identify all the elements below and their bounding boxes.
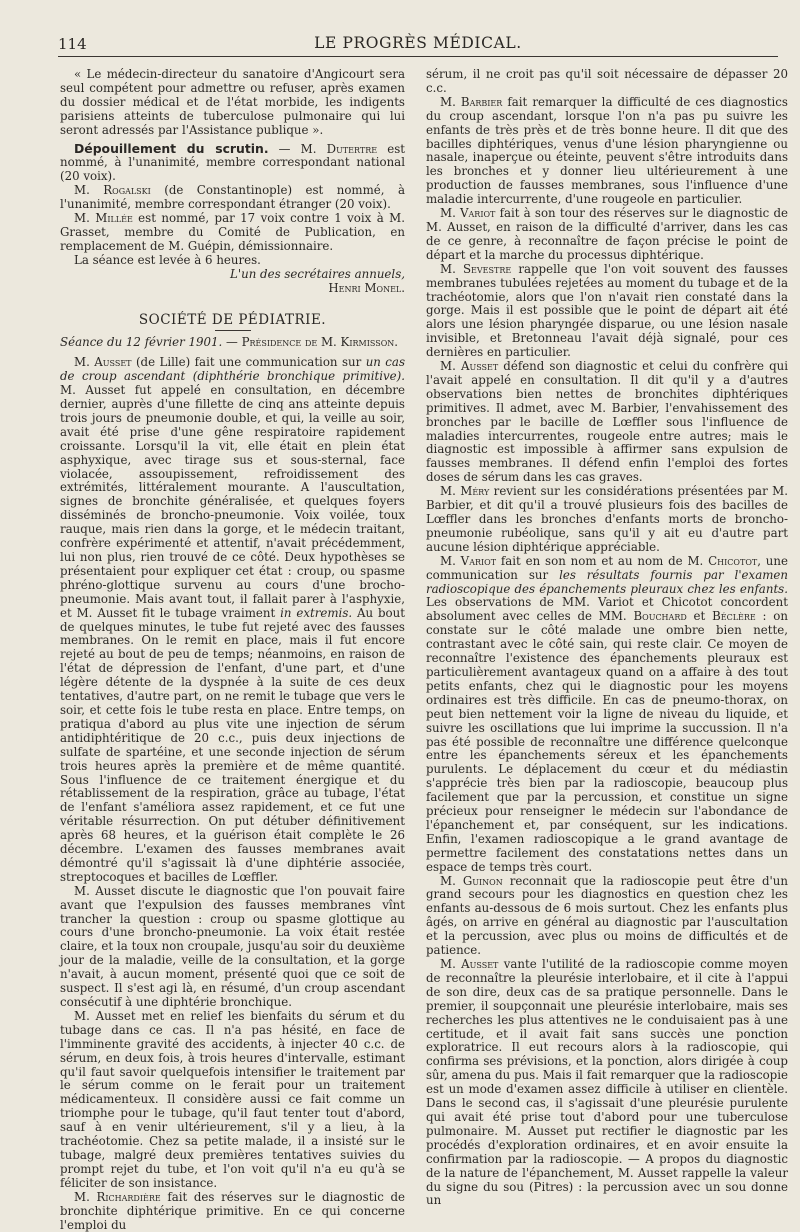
- person-dutertre: Dutertre: [326, 141, 378, 156]
- person-mery: Méry: [460, 484, 490, 499]
- ausset-reply-paragraph: M. Ausset défend son diagnostic et celui du confrère qui l'avait appelé en consultation. Il dit qu'il y a d'autres observations bien nettes de bronchites diphtériques primitives. Il admet, avec M. Barbier, l'envahissement des bronches par le bacille de Lœffler sous l'influence de maladies intercurrentes, rougeole entre autres; mais le diagnostic est impossible à affirmer sans expulsion de fausses membranes. Il défend enfin l'emploi des fortes doses de sérum dans les cas graves.: [426, 359, 788, 485]
- person-ausset: Ausset: [461, 957, 499, 971]
- ausset-serum-paragraph: M. Ausset met en relief les bienfaits du sérum et du tubage dans ce cas. Il n'a pas hésité, en face de l'imminente gravité des accidents, à injecter 40 c.c. de sérum, en deux fois, à trois heures d'intervalle, estimant qu'il faut savoir quelquefois intensifier le traitement par le sérum comme on le ferait pour un traitement médicamenteux. Il considère aussi ce fait comme un triomphe pour le tubage, qu'il faut tenter tout d'abord, sauf à en venir ultérieurement, s'il y a lieu, à la trachéotomie. Chez sa petite malade, il a insisté sur le tubage, malgré deux premières tentatives suivies du prompt rejet du tube, et l'on voit qu'il n'a eu qu'à se féliciter de son insistance.: [60, 1008, 405, 1190]
- section-title: SOCIÉTÉ DE PÉDIATRIE.: [138, 311, 327, 328]
- person-variot: Variot: [460, 206, 496, 221]
- barbier-paragraph: M. Barbier fait remarquer la difficulté de ces diagnostics du croup ascendant, lorsque l'on n'a pas pu suivre les enfants de très près et de très bonne heure. Il dit que des bacilles diphtériques, venus d'une lésion pharyngienne ou nasale, inaperçue ou éteinte, peuvent s'être introduits dans les bronches et y donner lieu ultérieurement à une production de fausses membranes, sous l'influence d'une maladie intercurrente, d'une rougeole en particulier.: [426, 94, 788, 207]
- ausset-communication: M. Ausset (de Lille) fait une communication sur un cas de croup ascendant (diphthérie bronchique primitive). M. Ausset fut appelé en consultation, en décembre dernier, auprès d'une fillette de cinq ans atteinte depuis trois jours de pneumonie double, et qui, la veille au soir, avait été prise d'une gêne respiratoire rapidement croissante. Lorsqu'il la vit, elle était en plein état asphyxique, avec tirage sus et sous-sternal, face violacée, assoupissement, refroidissement des extrémités, littéralement mourante. A l'auscultation, signes de bronchite généralisée, et quelques foyers disséminés de broncho-pneumonie. Voix voilée, toux rauque, mais rien dans la gorge, et le médecin traitant, confrère expérimenté et attentif, n'avait précédemment, lui non plus, rien trouvé de ce côté. Deux hypothèses se présentaient pour expliquer cet état : croup, ou spasme phréno-glottique survenu au cours d'une brocho-pneumonie. Mais avant tout, il fallait parer à l'asphyxie, et M. Ausset fit le tubage vraiment in extremis. Au bout de quelques minutes, le tube fut rejeté avec des fausses membranes. On le remit en place, mais il fut encore rejeté au bout de peu de temps; néanmoins, en raison de l'état de dépression de l'enfant, d'une part, et d'une légère détente de la dyspnée à la suite de ces deux tentatives, d'autre part, on ne remit le tubage que vers le soir, et cette fois le tube resta en place. Entre temps, on pratiqua d'abord au plus vite une injection de sérum antidiphtéritique de 20 c.c., puis deux injections de sulfate de spartéine, et une seconde injection de sérum trois heures après la première et de même quantité. Sous l'influence de ce traitement énergique et du rétablissement de la respiration, grâce au tubage, l'état de l'enfant s'améliora assez rapidement, et ce fut une véritable résurrection. On put détuber définitivement après 68 heures, et la guérison était complète le 26 décembre. L'examen des fausses membranes avait démontré qu'il s'agissait là d'une diphtérie associée, streptocoques et bacilles de Lœffler.: [60, 355, 406, 884]
- radioscopy-title: les résultats fournis par l'examen radioscopique des épanchements pleuraux chez les enfants.: [426, 567, 788, 596]
- left-column: [60, 67, 406, 1232]
- ausset-pleurisy-paragraph: M. Ausset vante l'utilité de la radioscopie comme moyen de reconnaître la pleurésie interlobaire, et il cite à l'appui de son dire, deux cas de sa pratique personnelle. Dans le premier, il soupçonnait une pleurésie interlobaire, mais ses recherches les plus attentives ne le conduisaient pas à une certitude, et il avait fait sans succès une ponction exploratrice. Il eut recours alors à la radioscopie, qui confirma ses prévisions, et la ponction, alors dirigée à coup sûr, amena du pus. Mais il fait remarquer que la radioscopie est un mode d'examen assez difficile à utiliser en clientèle. Dans le second cas, il s'agissait d'une pleurésie purulente qui avait été prise tout d'abord pour une tuberculose pulmonaire. M. Ausset put rectifier le diagnostic par les procédés d'exploration ordinaires, et en avoir ensuite la confirmation par la radioscopie. — A propos du diagnostic de la nature de l'épanchement, M. Ausset rappelle la valeur du signe du sou (Pitres) : la percussion avec un sou donne un: [426, 957, 788, 1208]
- section-rule: [215, 330, 251, 331]
- running-title: LE PROGRÈS MÉDICAL.: [314, 34, 522, 52]
- quote-paragraph: « Le médecin-directeur du sanatoire d'Angicourt sera seul compétent pour admettre ou refuser, après examen du dossier médical et de l'état morbide, les indigents parisiens atteints de tuberculose pulmonaire qui lui seront adressés par l'Assistance publique ».: [60, 67, 405, 137]
- person-sevestre: Sevestre: [462, 261, 512, 276]
- person-ausset: Ausset: [460, 359, 499, 374]
- communication-title: un cas de croup ascendant (diphthérie bronchique primitive).: [60, 355, 406, 384]
- scrutin-heading: Dépouillement du scrutin.: [74, 140, 269, 156]
- variot-radioscopy-paragraph: M. Variot fait en son nom et au nom de M. Chicotot, une communication sur les résultats fournis par l'examen radioscopique des épanchements pleuraux chez les enfants. Les observations de MM. Variot et Chicotot concordent absolument avec celles de MM. Bouchard et Béclère : on constate sur le côté malade une ombre bien nette, contrastant avec le côté sain, qui reste clair. Ce moyen de reconnaître l'existence des épanchements pleuraux est particulièrement avantageux quand on a affaire à des tout petits enfants, chez qui le diagnostic pour les moyens ordinaires est très difficile. En cas de pneumo-thorax, on peut bien nettement voir la ligne de niveau du liquide, et suivre les oscillations que lui imprime la succussion. Il n'a pas été possible de reconnaître une différence quelconque entre les épanchements séreux et les épanchements purulents. Le déplacement du cœur et du médiastin s'apprécie très bien par la radioscopie, beaucoup plus facilement que par la percussion, et constitue un signe précieux pour renseigner le médecin sur l'abondance de l'épanchement et, par conséquent, sur les indications. Enfin, l'examen radioscopique a le grand avantage de permettre facilement des constatations nettes dans un espace de temps très court.: [426, 553, 788, 874]
- seance-line: Séance du 12 février 1901. — Présidence de M. Kirmisson.: [60, 335, 399, 350]
- variot-paragraph: M. Variot fait à son tour des réserves sur le diagnostic de M. Ausset, en raison de la difficulté d'arriver, dans les cas de ce genre, à reconnaître de façon précise le point de départ et la marche du processus diphtérique.: [426, 206, 788, 262]
- guinon-paragraph: M. Guinon reconnait que la radioscopie peut être d'un grand secours pour les diagnostics en question chez les enfants au-dessous de 6 mois surtout. Chez les enfants plus âgés, on arrive en général au diagnostic par l'auscultation et la percussion, avec plus ou moins de difficultés et de patience.: [426, 873, 788, 958]
- person-guinon: Guinon: [462, 873, 503, 888]
- person-ausset: Ausset: [94, 355, 132, 370]
- scrutin-paragraph: Dépouillement du scrutin. — M. Dutertre est nommé, à l'unanimité, membre correspondant national (20 voix).: [60, 140, 405, 184]
- richardiere-paragraph: M. Richardière fait des réserves sur le diagnostic de bronchite diphtérique primitive. En ce qui concerne l'emploi du: [60, 1189, 405, 1232]
- person-millee: Millée: [95, 211, 133, 226]
- person-barbier: Barbier: [460, 94, 503, 109]
- signature-name: Henri Monel.: [328, 280, 405, 295]
- millee-paragraph: M. Millée est nommé, par 17 voix contre 1 voix à M. Grasset, membre du Comité de Publication, en remplacement de M. Guépin, démissionnaire.: [60, 211, 405, 253]
- person-rogalski: Rogalski: [103, 183, 151, 198]
- closing-line: La séance est levée à 6 heures.: [74, 252, 261, 267]
- page-number: 114: [58, 35, 87, 53]
- page-header: [58, 34, 778, 57]
- sevestre-paragraph: M. Sevestre rappelle que l'on voit souvent des fausses membranes tubulées rejetées au moment du tubage et de la trachéotomie, alors que l'on n'avait rien constaté dans la gorge. Mais il est possible que le point de départ ait été alors une lésion pharyngée disparue, ou une lésion nasale invisible, et Bretonneau l'avait déjà signalé, pour ces dernières en particulier.: [426, 261, 788, 360]
- rogalski-paragraph: M. Rogalski (de Constantinople) est nommé, à l'unanimité, membre correspondant étranger (20 voix).: [60, 183, 405, 212]
- seance-date: Séance du 12 février 1901.: [60, 335, 223, 350]
- person-bouchard: Bouchard: [633, 609, 687, 624]
- serum-continuation: sérum, il ne croit pas qu'il soit nécessaire de dépasser 20 c.c.: [426, 67, 788, 95]
- ausset-diagnostic-paragraph: M. Ausset discute le diagnostic que l'on pouvait faire avant que l'expulsion des fausses membranes vînt trancher la question : croup ou spasme glottique au cours d'une broncho-pneumonie. La voix était restée claire, et la toux non croupale, jusqu'au soir du deuxième jour de la maladie, veille de la consultation, et la gorge n'avait, à aucun moment, présenté quoi que ce soit de suspect. Il s'est agi là, en résumé, d'un croup ascendant consécutif à une diphtérie bronchique.: [60, 883, 405, 1009]
- mery-paragraph: M. Méry revient sur les considérations présentées par M. Barbier, et dit qu'il a trouvé plusieurs fois des bacilles de Lœffler dans les bronches d'enfants morts de broncho-pneumonie rubéolique, sans qu'il y ait eu d'autre part aucune lésion diphtérique appréciable.: [426, 484, 788, 554]
- person-variot: Variot: [460, 553, 497, 568]
- person-richardiere: Richardière: [96, 1189, 161, 1204]
- person-beclere: Béclère: [712, 609, 756, 624]
- signature-role: L'un des secrétaires annuels,: [230, 266, 405, 281]
- person-chicotot: Chicotot: [708, 553, 758, 568]
- presidence: Présidence de M. Kirmisson.: [241, 335, 399, 350]
- right-column: [426, 67, 788, 1208]
